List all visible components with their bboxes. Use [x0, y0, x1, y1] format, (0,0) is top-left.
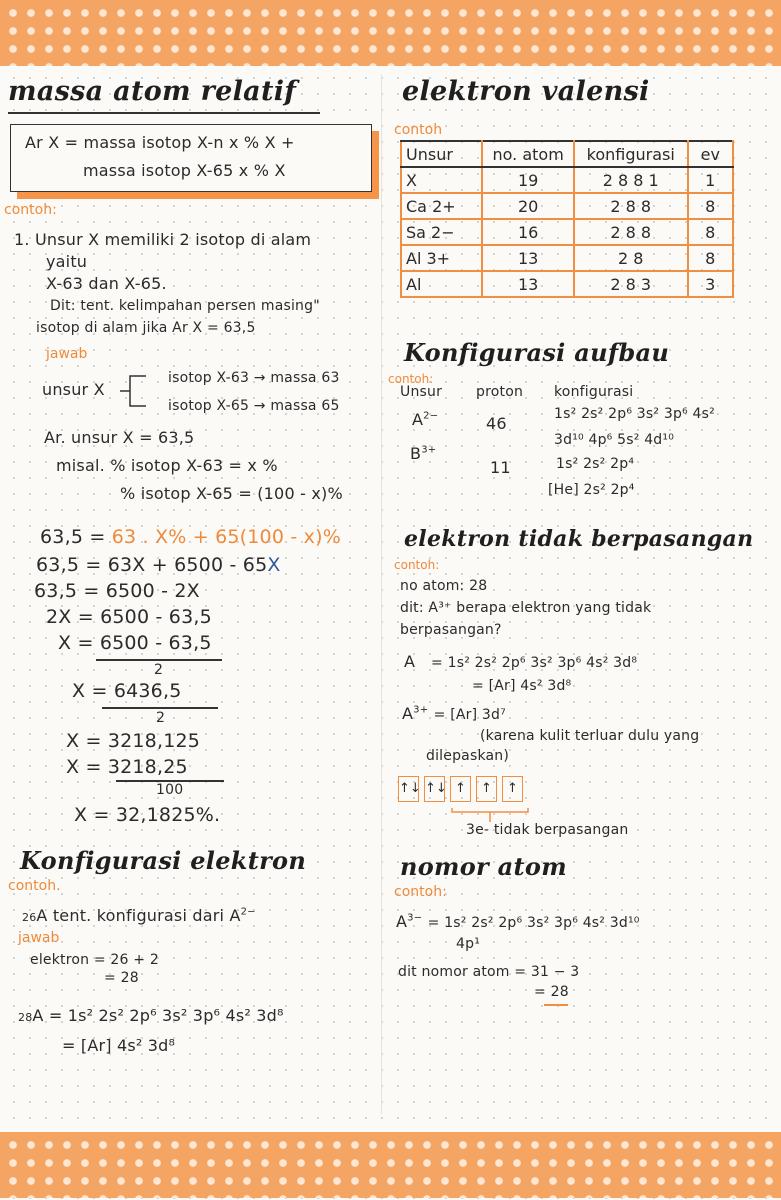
nomor-line-1-charge: 3−	[407, 912, 423, 924]
equation-5-denominator: 2	[154, 662, 164, 678]
table-row	[401, 219, 733, 245]
cell-ev: 3	[688, 271, 734, 297]
bracket-icon	[450, 804, 530, 824]
elektron-tidak-berpasangan-title: elektron tidak berpasangan	[404, 526, 754, 552]
aufbau-b-config-2: [He] 2s² 2p⁴	[548, 482, 635, 498]
cell-no-atom: 16	[482, 219, 574, 245]
isotop-63-line: isotop X-63 → massa 63	[168, 370, 340, 386]
aufbau-a-config-2: 3d¹⁰ 4p⁶ 5s² 4d¹⁰	[554, 432, 675, 448]
formula-line-1: Ar X = massa isotop X-n x % X +	[25, 133, 295, 152]
aufbau-b-config-1: 1s² 2s² 2p⁴	[556, 456, 635, 472]
nomor-line-4-result: = 28	[534, 984, 569, 1000]
cell-unsur: Al 3+	[401, 245, 482, 271]
tidak-line-8: dilepaskan)	[426, 748, 510, 764]
aufbau-a-symbol	[412, 410, 438, 429]
aufbau-header-konfigurasi: konfigurasi	[554, 384, 634, 400]
konfig-elektron-line: elektron = 26 + 2	[30, 952, 159, 968]
formula-box	[10, 124, 372, 192]
equation-2-main: 63,5 = 63X + 6500 - 65	[36, 554, 268, 576]
massa-atom-title: massa atom relatif	[8, 76, 297, 107]
bottom-dotted-band	[0, 1132, 781, 1198]
tidak-line-1: no atom: 28	[400, 578, 488, 594]
tidak-line-4-config: = 1s² 2s² 2p⁶ 3s² 3p⁶ 4s² 3d⁸	[431, 655, 638, 671]
cell-konfigurasi: 2 8	[574, 245, 688, 271]
aufbau-a-charge: 2−	[423, 410, 439, 422]
cell-konfigurasi: 2 8 3	[574, 271, 688, 297]
equation-6-denominator: 2	[156, 710, 166, 726]
contoh-label: contoh:	[4, 202, 57, 218]
orbital-box: ↑	[476, 776, 497, 802]
tidak-line-6	[402, 704, 506, 723]
nomor-line-1-config: = 1s² 2s² 2p⁶ 3s² 3p⁶ 4s² 3d¹⁰	[427, 915, 640, 931]
tidak-line-6-symbol: A	[402, 704, 414, 723]
konfigurasi-elektron-title: Konfigurasi elektron	[20, 846, 307, 875]
equation-1	[40, 526, 341, 548]
aufbau-b-letter: B	[410, 444, 422, 463]
result-underline	[544, 1004, 568, 1006]
nomor-atom-title: nomor atom	[400, 852, 567, 881]
tidak-line-6-charge: 3+	[413, 704, 429, 716]
tidak-line-5: = [Ar] 4s² 3d⁸	[472, 678, 572, 694]
equation-9-result: X = 32,1825%.	[74, 804, 221, 826]
tidak-line-6-config: = [Ar] 3d⁷	[433, 707, 506, 723]
cell-unsur: X	[401, 167, 482, 193]
fraction-bar-1	[96, 659, 222, 661]
konfig-contoh-label: contoh.	[8, 878, 61, 894]
header-ev: ev	[688, 141, 734, 167]
table-row	[401, 193, 733, 219]
question-line-1: 1. Unsur X memiliki 2 isotop di alam	[14, 230, 312, 249]
header-unsur: Unsur	[401, 141, 482, 167]
question-line-3: X-63 dan X-65.	[46, 274, 167, 293]
question-line-2: yaitu	[46, 252, 88, 271]
konfig-jawab-label: jawab	[18, 930, 60, 946]
equation-7: X = 3218,125	[66, 730, 201, 752]
konfig-result-line-2: = [Ar] 4s² 3d⁸	[62, 1036, 176, 1055]
jawab-label: jawab	[46, 346, 88, 362]
nomor-line-3: dit nomor atom = 31 − 3	[398, 964, 580, 980]
konfig-question-text: A tent. konfigurasi dari A	[36, 906, 241, 925]
cell-konfigurasi: 2 8 8	[574, 193, 688, 219]
aufbau-b-symbol	[410, 444, 436, 463]
table-header-row	[401, 141, 733, 167]
aufbau-b-charge: 3+	[421, 444, 437, 456]
table-row	[401, 271, 733, 297]
cell-ev: 8	[688, 219, 734, 245]
ar-unsur-line: Ar. unsur X = 63,5	[44, 428, 195, 447]
isotop-65-line: isotop X-65 → massa 65	[168, 398, 340, 414]
elektron-valensi-title: elektron valensi	[402, 76, 650, 107]
misal-line-2: % isotop X-65 = (100 - x)%	[120, 484, 343, 503]
aufbau-a-config-1: 1s² 2s² 2p⁶ 3s² 3p⁶ 4s²	[554, 406, 715, 422]
cell-no-atom: 19	[482, 167, 574, 193]
header-konfigurasi: konfigurasi	[574, 141, 688, 167]
nomor-line-2: 4p¹	[456, 936, 481, 952]
konfig-result-line-1	[18, 1006, 284, 1025]
nomor-line-1-symbol: A	[396, 912, 408, 931]
konfigurasi-aufbau-title: Konfigurasi aufbau	[404, 338, 670, 367]
tidak-note: 3e- tidak berpasangan	[466, 822, 629, 838]
orbital-box: ↑	[450, 776, 471, 802]
header-no-atom: no. atom	[482, 141, 574, 167]
aufbau-header-proton: proton	[476, 384, 524, 400]
konfig-question-charge: 2−	[240, 906, 256, 918]
tidak-line-7: (karena kulit terluar dulu yang	[480, 728, 700, 744]
orbital-box: ↑↓	[424, 776, 445, 802]
title-underline	[8, 112, 320, 114]
tidak-line-4	[404, 652, 637, 671]
cell-no-atom: 20	[482, 193, 574, 219]
konfig-question-prefix: 26	[22, 911, 37, 924]
question-line-4: Dit: tent. kelimpahan persen masing"	[50, 298, 320, 314]
column-divider	[381, 74, 382, 1114]
aufbau-a-proton: 46	[486, 414, 507, 433]
tidak-line-4-symbol: A	[404, 652, 416, 671]
cell-unsur: Sa 2−	[401, 219, 482, 245]
question-line-5: isotop di alam jika Ar X = 63,5	[36, 320, 256, 336]
cell-ev: 8	[688, 193, 734, 219]
cell-no-atom: 13	[482, 271, 574, 297]
konfig-result-text: A = 1s² 2s² 2p⁶ 3s² 3p⁶ 4s² 3d⁸	[32, 1006, 284, 1025]
top-dotted-band	[0, 0, 781, 66]
cell-konfigurasi: 2 8 8	[574, 219, 688, 245]
valensi-contoh-label: contoh	[394, 122, 443, 138]
nomor-contoh-label: contoh:	[394, 884, 447, 900]
cell-ev: 1	[688, 167, 734, 193]
table-row	[401, 245, 733, 271]
konfig-question	[22, 906, 256, 925]
valensi-table	[400, 140, 734, 298]
equation-6: X = 6436,5	[72, 680, 182, 702]
equation-8-denominator: 100	[156, 782, 184, 798]
aufbau-b-proton: 11	[490, 458, 511, 477]
konfig-result-prefix: 28	[18, 1011, 33, 1024]
misal-line-1: misal. % isotop X-63 = x %	[56, 456, 278, 475]
tidak-line-3: berpasangan?	[400, 622, 502, 638]
tidak-line-2: dit: A³⁺ berapa elektron yang tidak	[400, 600, 652, 616]
konfig-elektron-result: = 28	[104, 970, 139, 986]
fraction-bar-2	[102, 707, 218, 709]
cell-unsur: Al	[401, 271, 482, 297]
aufbau-a-letter: A	[412, 410, 424, 429]
equation-2	[36, 554, 281, 576]
formula-line-2: massa isotop X-65 x % X	[83, 161, 286, 180]
aufbau-header-unsur: Unsur	[400, 384, 443, 400]
orbital-box: ↑	[502, 776, 523, 802]
cell-ev: 8	[688, 245, 734, 271]
bracket-icon	[118, 370, 148, 412]
equation-1-lhs: 63,5 =	[40, 526, 112, 548]
orbital-box: ↑↓	[398, 776, 419, 802]
tidak-contoh-label: contoh:	[394, 558, 440, 572]
equation-2-x: X	[267, 554, 281, 576]
orbital-diagram	[398, 776, 530, 802]
aufbau-contoh-label: contoh:	[388, 372, 434, 386]
equation-1-rhs: 63 . X% + 65(100 - x)%	[111, 526, 341, 548]
cell-konfigurasi: 2 8 8 1	[574, 167, 688, 193]
cell-no-atom: 13	[482, 245, 574, 271]
table-row	[401, 167, 733, 193]
unsur-label: unsur X	[42, 380, 105, 399]
equation-5: X = 6500 - 63,5	[58, 632, 212, 654]
cell-unsur: Ca 2+	[401, 193, 482, 219]
equation-3: 63,5 = 6500 - 2X	[34, 580, 200, 602]
equation-8: X = 3218,25	[66, 756, 188, 778]
equation-4: 2X = 6500 - 63,5	[46, 606, 212, 628]
nomor-line-1	[396, 912, 640, 931]
